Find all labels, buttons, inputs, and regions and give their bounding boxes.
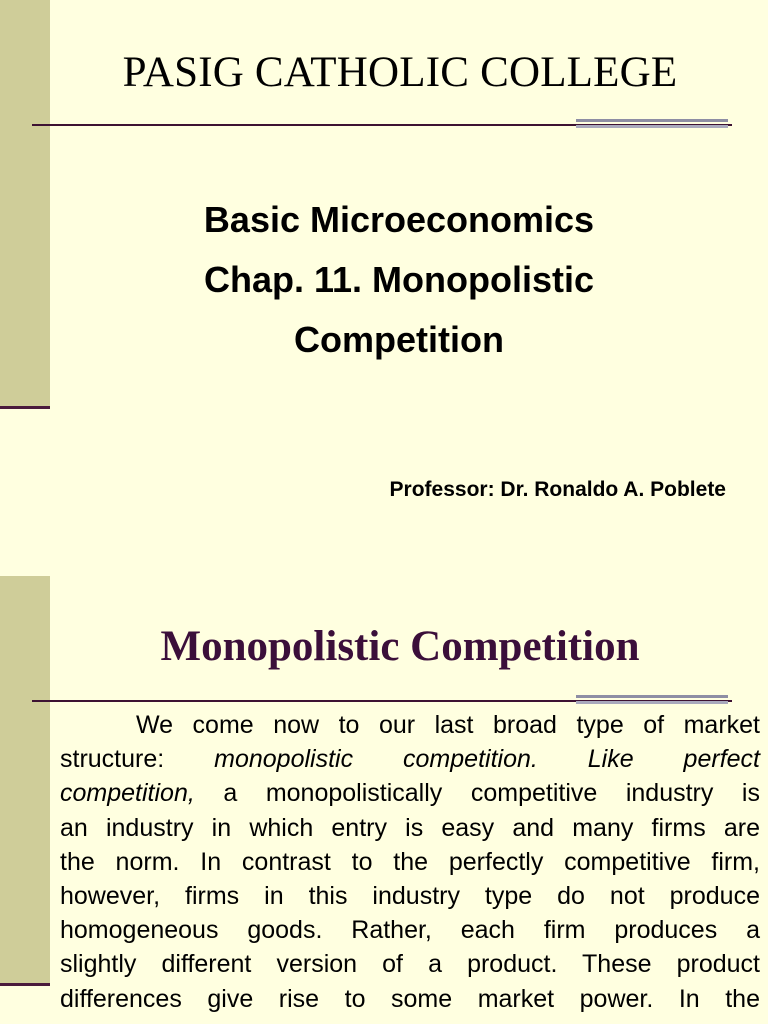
course-title — [60, 190, 738, 370]
paragraph-line: We come now to our last broad type of market — [136, 711, 760, 739]
paragraph-line: differences give rise to some market power. In the — [60, 984, 760, 1013]
professor-name: Professor: Dr. Ronaldo A. Poblete — [389, 478, 726, 501]
left-accent-band — [0, 576, 50, 986]
course-title-line-3: Competition — [294, 319, 504, 360]
college-name: PASIG CATHOLIC COLLEGE — [122, 49, 678, 96]
left-accent-band — [0, 0, 50, 408]
paragraph-line: an industry in which entry is easy and many firms are — [60, 813, 760, 842]
paragraph-line: structure: monopolistic competition. Like perfect — [60, 745, 760, 774]
paragraph-line: the norm. In contrast to the perfectly competitive firm, — [60, 847, 760, 876]
title-divider-bar — [576, 119, 728, 131]
body-paragraph — [60, 708, 760, 1016]
paragraph-line: homogeneous goods. Rather, each firm produces a — [60, 916, 760, 945]
course-title-line-1: Basic Microeconomics — [203, 199, 595, 240]
paragraph-line: slightly different version of a product. These product — [60, 950, 760, 979]
section-heading: Monopolistic Competition — [160, 623, 640, 670]
content-slide — [0, 576, 768, 1024]
slide-gap — [0, 560, 768, 576]
left-band-marker — [0, 406, 50, 409]
paragraph-line: however, firms in this industry type do not produce — [60, 881, 760, 910]
left-band-marker — [0, 983, 50, 986]
paragraph-line: competition, a monopolistically competitive industry is — [60, 779, 760, 808]
course-title-line-2: Chap. 11. Monopolistic — [203, 259, 595, 300]
heading-divider-bar — [576, 695, 728, 707]
